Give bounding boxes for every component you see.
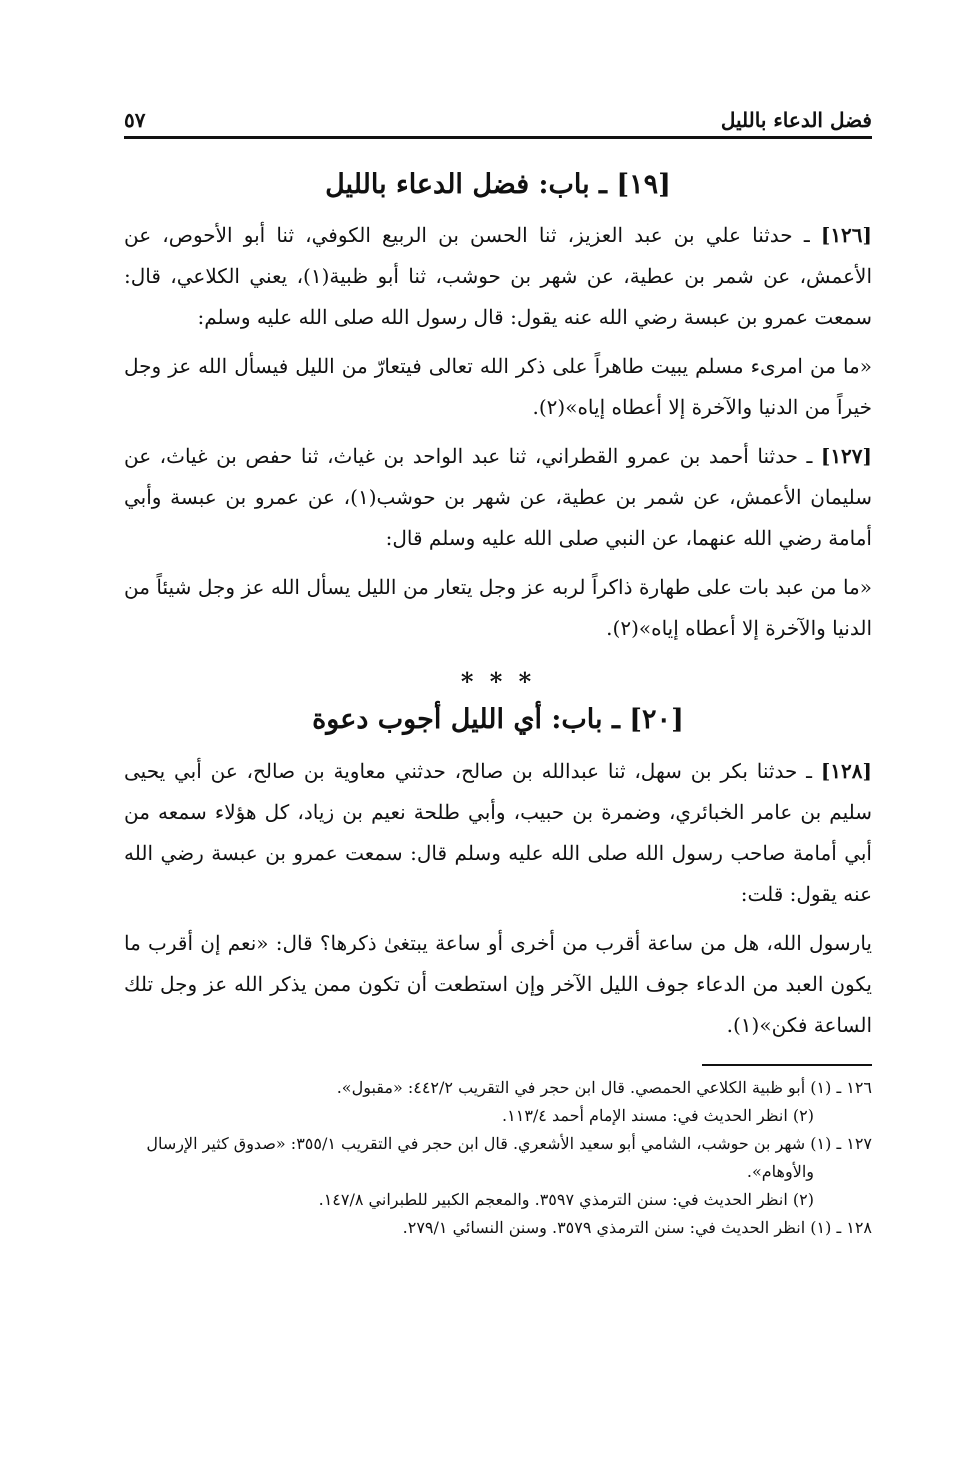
book-page: [124, 92, 872, 1242]
hadith-number: [١٢٧]: [820, 444, 873, 469]
isnad-text: ـ حدثنا علي بن عبد العزيز، ثنا الحسن بن الربيع الكوفي، ثنا أبو الأحوص، عن الأعمش، عن شمر بن عطية، عن شهر بن حوشب، ثنا أبو ظبية(١)، يعني الكلاعي، قال: سمعت عمرو بن عبسة رضي الله عنه يقول: قال رسول الله صلى الله عليه وسلم:: [124, 223, 872, 330]
section-separator: * * *: [460, 667, 536, 697]
hadith-isnad: [124, 436, 872, 559]
chapter-heading: [١٩] ـ باب: فضل الدعاء بالليل: [325, 169, 671, 200]
footnote: ١٢٨ ـ (١) انظر الحديث في: سنن الترمذي ٣٥٧٩. وسنن النسائي ٢٧٩/١.: [402, 1217, 872, 1237]
running-title: فضل الدعاء بالليل: [720, 108, 872, 132]
footnote: ١٢٧ ـ (١) شهر بن حوشب، الشامي أبو سعيد الأشعري. قال ابن حجر في التقريب ٣٥٥/١: «صدوق كثير الإرسال والأوهام».: [146, 1133, 872, 1181]
chapter-20: [124, 704, 872, 1045]
footnote: (٢) انظر الحديث في: سنن الترمذي ٣٥٩٧. والمعجم الكبير للطبراني ١٤٧/٨.: [318, 1189, 814, 1209]
hadith-number: [١٢٨]: [820, 758, 872, 783]
footnotes: [124, 1074, 872, 1242]
isnad-text: ـ حدثنا أحمد بن عمرو القطراني، ثنا عبد الواحد بن غياث، ثنا حفص بن غياث، عن سليمان الأعمش، عن شمر بن عطية، عن شهر بن حوشب(١)، عن عمرو بن عبسة وأبي أمامة رضي الله عنهما، عن النبي صلى الله عليه وسلم قال:: [124, 444, 872, 551]
isnad-text: ـ حدثنا بكر بن سهل، ثنا عبدالله بن صالح، حدثني معاوية بن صالح، عن أبي يحيى سليم بن عامر الخبائري، وضمرة بن حبيب، وأبي طلحة نعيم بن زياد، كل هؤلاء سمعه من أبي أمامة صاحب رسول الله صلى الله عليه وسلم قال: سمعت عمرو بن عبسة رضي الله عنه يقول: قلت:: [124, 758, 872, 906]
chapter-19: [124, 169, 872, 649]
running-header: [124, 92, 872, 139]
hadith-matn: يارسول الله، هل من ساعة أقرب من أخرى أو ساعة يبتغىٰ ذكرها؟ قال: «نعم إن أقرب ما يكون العبد من الدعاء جوف الليل الآخر وإن استطعت أن تكون ممن يذكر الله عز وجل تلك الساعة فكن»(١).: [124, 930, 872, 1037]
hadith-isnad: [124, 215, 872, 338]
hadith-isnad: [124, 751, 872, 915]
page-number: ٥٧: [124, 108, 146, 132]
chapter-heading: [٢٠] ـ باب: أي الليل أجوب دعوة: [312, 704, 684, 736]
footnote-rule: [702, 1064, 872, 1066]
footnote: ١٢٦ ـ (١) أبو ظبية الكلاعي الحمصي. قال ابن حجر في التقريب ٤٤٢/٢: «مقبول».: [336, 1077, 872, 1097]
footnote: (٢) انظر الحديث في: مسند الإمام أحمد ١١٣/٤.: [502, 1105, 814, 1125]
hadith-matn: «ما من عبد بات على طهارة ذاكراً لربه عز وجل يتعار من الليل يسأل الله عز وجل شيئاً من الدنيا والآخرة إلا أعطاه إياه»(٢).: [124, 575, 872, 641]
hadith-number: [١٢٦]: [820, 223, 873, 248]
hadith-matn: «ما من امرىء مسلم يبيت طاهراً على ذكر الله تعالى فيتعارّ من الليل فيسأل الله عز وجل خيراً من الدنيا والآخرة إلا أعطاه إياه»(٢).: [124, 354, 872, 420]
